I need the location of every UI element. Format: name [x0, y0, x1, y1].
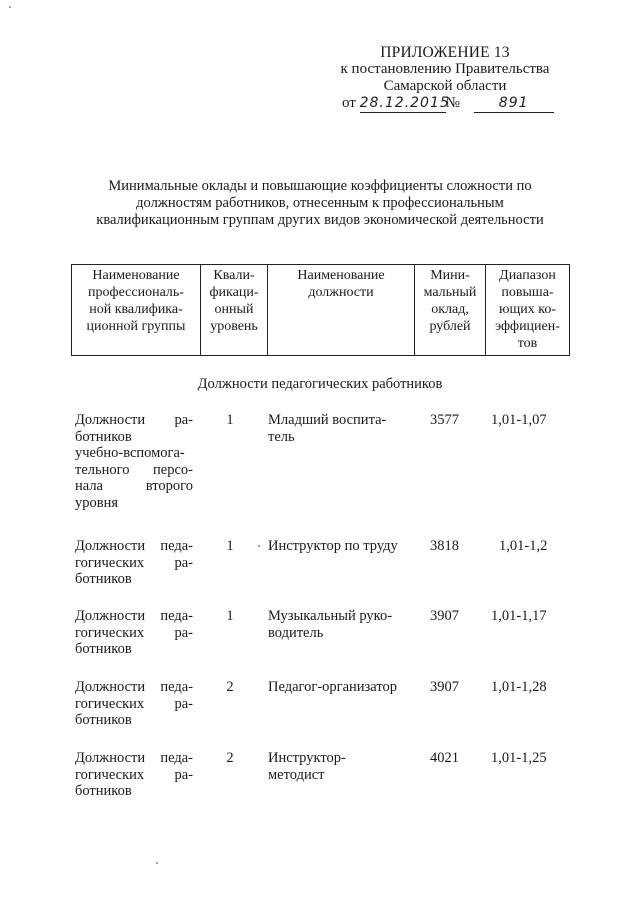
- heading-line-2: должностям работников, отнесенным к профессиональным: [136, 195, 504, 211]
- number-sign: №: [445, 95, 460, 111]
- row-position: Младший воспита- тель: [268, 412, 387, 445]
- scan-speck: [156, 862, 158, 864]
- appendix-line-2: Самарской области: [383, 78, 507, 94]
- row-position: Музыкальный руко- водитель: [268, 608, 393, 641]
- row-level: 1: [226, 608, 234, 624]
- appendix-block: [330, 44, 560, 115]
- row-level: 2: [226, 750, 234, 766]
- row-salary: 4021: [430, 750, 459, 766]
- row-coefficient: 1,01-1,28: [491, 679, 547, 695]
- row-group-name: Должности ра- ботников учебно-вспомога- тельного персо- нала второго уровня: [75, 412, 193, 511]
- header-group-name: Наименование профессиональ- ной квалифика- ционной группы: [72, 265, 201, 356]
- row-group-name: Должности педа- гогических ра- ботников: [75, 679, 193, 728]
- header-position-name: Наименование должности: [268, 265, 415, 356]
- row-salary: 3818: [430, 538, 459, 554]
- scan-speck: [9, 6, 11, 8]
- appendix-title: ПРИЛОЖЕНИЕ 13: [380, 44, 510, 61]
- row-level: 2: [226, 679, 234, 695]
- row-position: Инструктор по труду: [268, 538, 398, 554]
- heading-line-1: Минимальные оклады и повышающие коэффициенты сложности по: [108, 178, 532, 194]
- header-min-salary: Мини- мальный оклад, рублей: [415, 265, 486, 356]
- handwritten-number: 891: [474, 95, 554, 113]
- table-header: [71, 264, 570, 356]
- handwritten-date: 28.12.2015: [359, 95, 450, 111]
- section-title: Должности педагогических работников: [197, 376, 443, 392]
- row-coefficient: 1,01-1,2: [499, 538, 548, 554]
- row-level: 1: [226, 538, 234, 554]
- row-coefficient: 1,01-1,17: [491, 608, 547, 624]
- header-qualification-level: Квали- фикаци- онный уровень: [201, 265, 268, 356]
- row-position: Педагог-организатор: [268, 679, 397, 695]
- row-salary: 3907: [430, 608, 459, 624]
- row-salary: 3577: [430, 412, 459, 428]
- row-group-name: Должности педа- гогических ра- ботников: [75, 608, 193, 657]
- scan-speck: [258, 545, 260, 547]
- row-group-name: Должности педа- гогических ра- ботников: [75, 750, 193, 799]
- appendix-line-1: к постановлению Правительства: [340, 61, 550, 77]
- appendix-dateline: [330, 95, 560, 115]
- row-position: Инструктор- методист: [268, 750, 346, 783]
- row-salary: 3907: [430, 679, 459, 695]
- row-coefficient: 1,01-1,07: [491, 412, 547, 428]
- row-group-name: Должности педа- гогических ра- ботников: [75, 538, 193, 587]
- header-coefficient-range: Диапазон повыша- ющих ко- эффициен- тов: [486, 265, 570, 356]
- date-prefix: от: [342, 95, 356, 111]
- heading-line-3: квалификационным группам других видов экономической деятельности: [96, 212, 544, 228]
- row-coefficient: 1,01-1,25: [491, 750, 547, 766]
- document-heading: [70, 178, 570, 229]
- row-level: 1: [226, 412, 234, 428]
